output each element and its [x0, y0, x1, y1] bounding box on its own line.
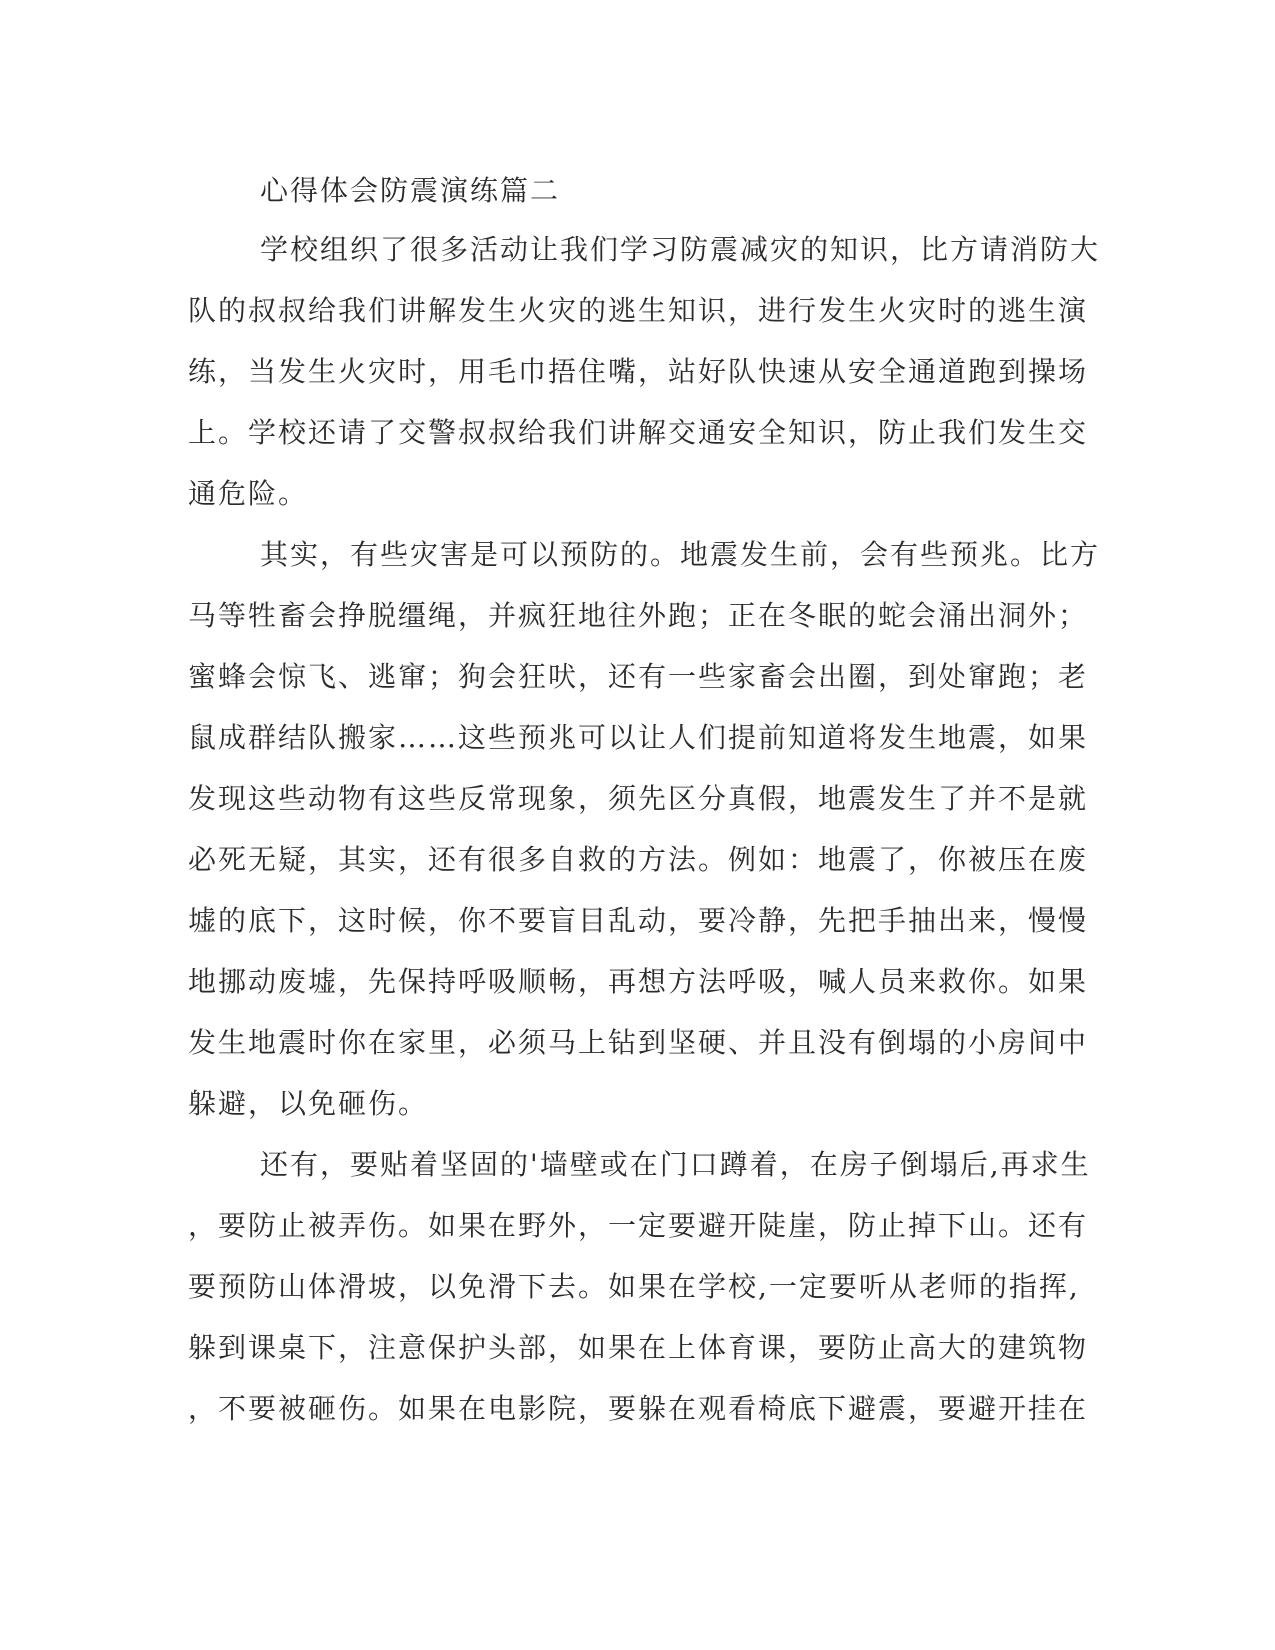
- paragraph-line: 通危险。: [188, 477, 309, 510]
- document-title: 心得体会防震演练篇二: [260, 174, 561, 207]
- paragraph-3: [188, 1134, 1091, 1439]
- paragraph-line: 地挪动废墟，先保持呼吸顺畅，再想方法呼吸，喊人员来救你。如果: [188, 965, 1089, 998]
- paragraph-1: [188, 219, 1101, 524]
- paragraph-line: 躲避，以免砸伤。: [188, 1087, 429, 1120]
- document-body: [188, 162, 1101, 1439]
- paragraph-line: 马等牲畜会挣脱缰绳，并疯狂地往外跑；正在冬眠的蛇会涌出洞外；: [188, 599, 1089, 632]
- paragraph-line: 必死无疑，其实，还有很多自救的方法。例如：地震了，你被压在废: [188, 843, 1089, 876]
- paragraph-line: 还有，要贴着坚固的'墙壁或在门口蹲着，在房子倒塌后,再求生: [260, 1148, 1091, 1181]
- paragraph-line: 要预防山体滑坡，以免滑下去。如果在学校,一定要听从老师的指挥,: [188, 1270, 1080, 1303]
- paragraph-line: 鼠成群结队搬家……这些预兆可以让人们提前知道将发生地震，如果: [188, 721, 1089, 754]
- paragraph-line: 躲到课桌下，注意保护头部，如果在上体育课，要防止高大的建筑物: [188, 1331, 1089, 1364]
- paragraph-line: 蜜蜂会惊飞、逃窜；狗会狂吠，还有一些家畜会出圈，到处窜跑；老: [188, 660, 1089, 693]
- paragraph-line: 上。学校还请了交警叔叔给我们讲解交通安全知识，防止我们发生交: [188, 416, 1089, 449]
- paragraph-line: ，要防止被弄伤。如果在野外，一定要避开陡崖，防止掉下山。还有: [188, 1209, 1089, 1242]
- paragraph-line: 练，当发生火灾时，用毛巾捂住嘴，站好队快速从安全通道跑到操场: [188, 355, 1089, 388]
- paragraph-line: 发生地震时你在家里，必须马上钻到坚硬、并且没有倒塌的小房间中: [188, 1026, 1089, 1059]
- paragraph-2: [188, 524, 1101, 1134]
- paragraph-line: 其实，有些灾害是可以预防的。地震发生前，会有些预兆。比方: [260, 538, 1101, 571]
- paragraph-line: ，不要被砸伤。如果在电影院，要躲在观看椅底下避震，要避开挂在: [188, 1392, 1089, 1425]
- paragraph-line: 队的叔叔给我们讲解发生火灾的逃生知识，进行发生火灾时的逃生演: [188, 294, 1089, 327]
- paragraph-line: 学校组织了很多活动让我们学习防震减灾的知识，比方请消防大: [260, 233, 1101, 266]
- paragraph-line: 墟的底下，这时候，你不要盲目乱动，要冷静，先把手抽出来，慢慢: [188, 904, 1089, 937]
- paragraph-line: 发现这些动物有这些反常现象，须先区分真假，地震发生了并不是就: [188, 782, 1089, 815]
